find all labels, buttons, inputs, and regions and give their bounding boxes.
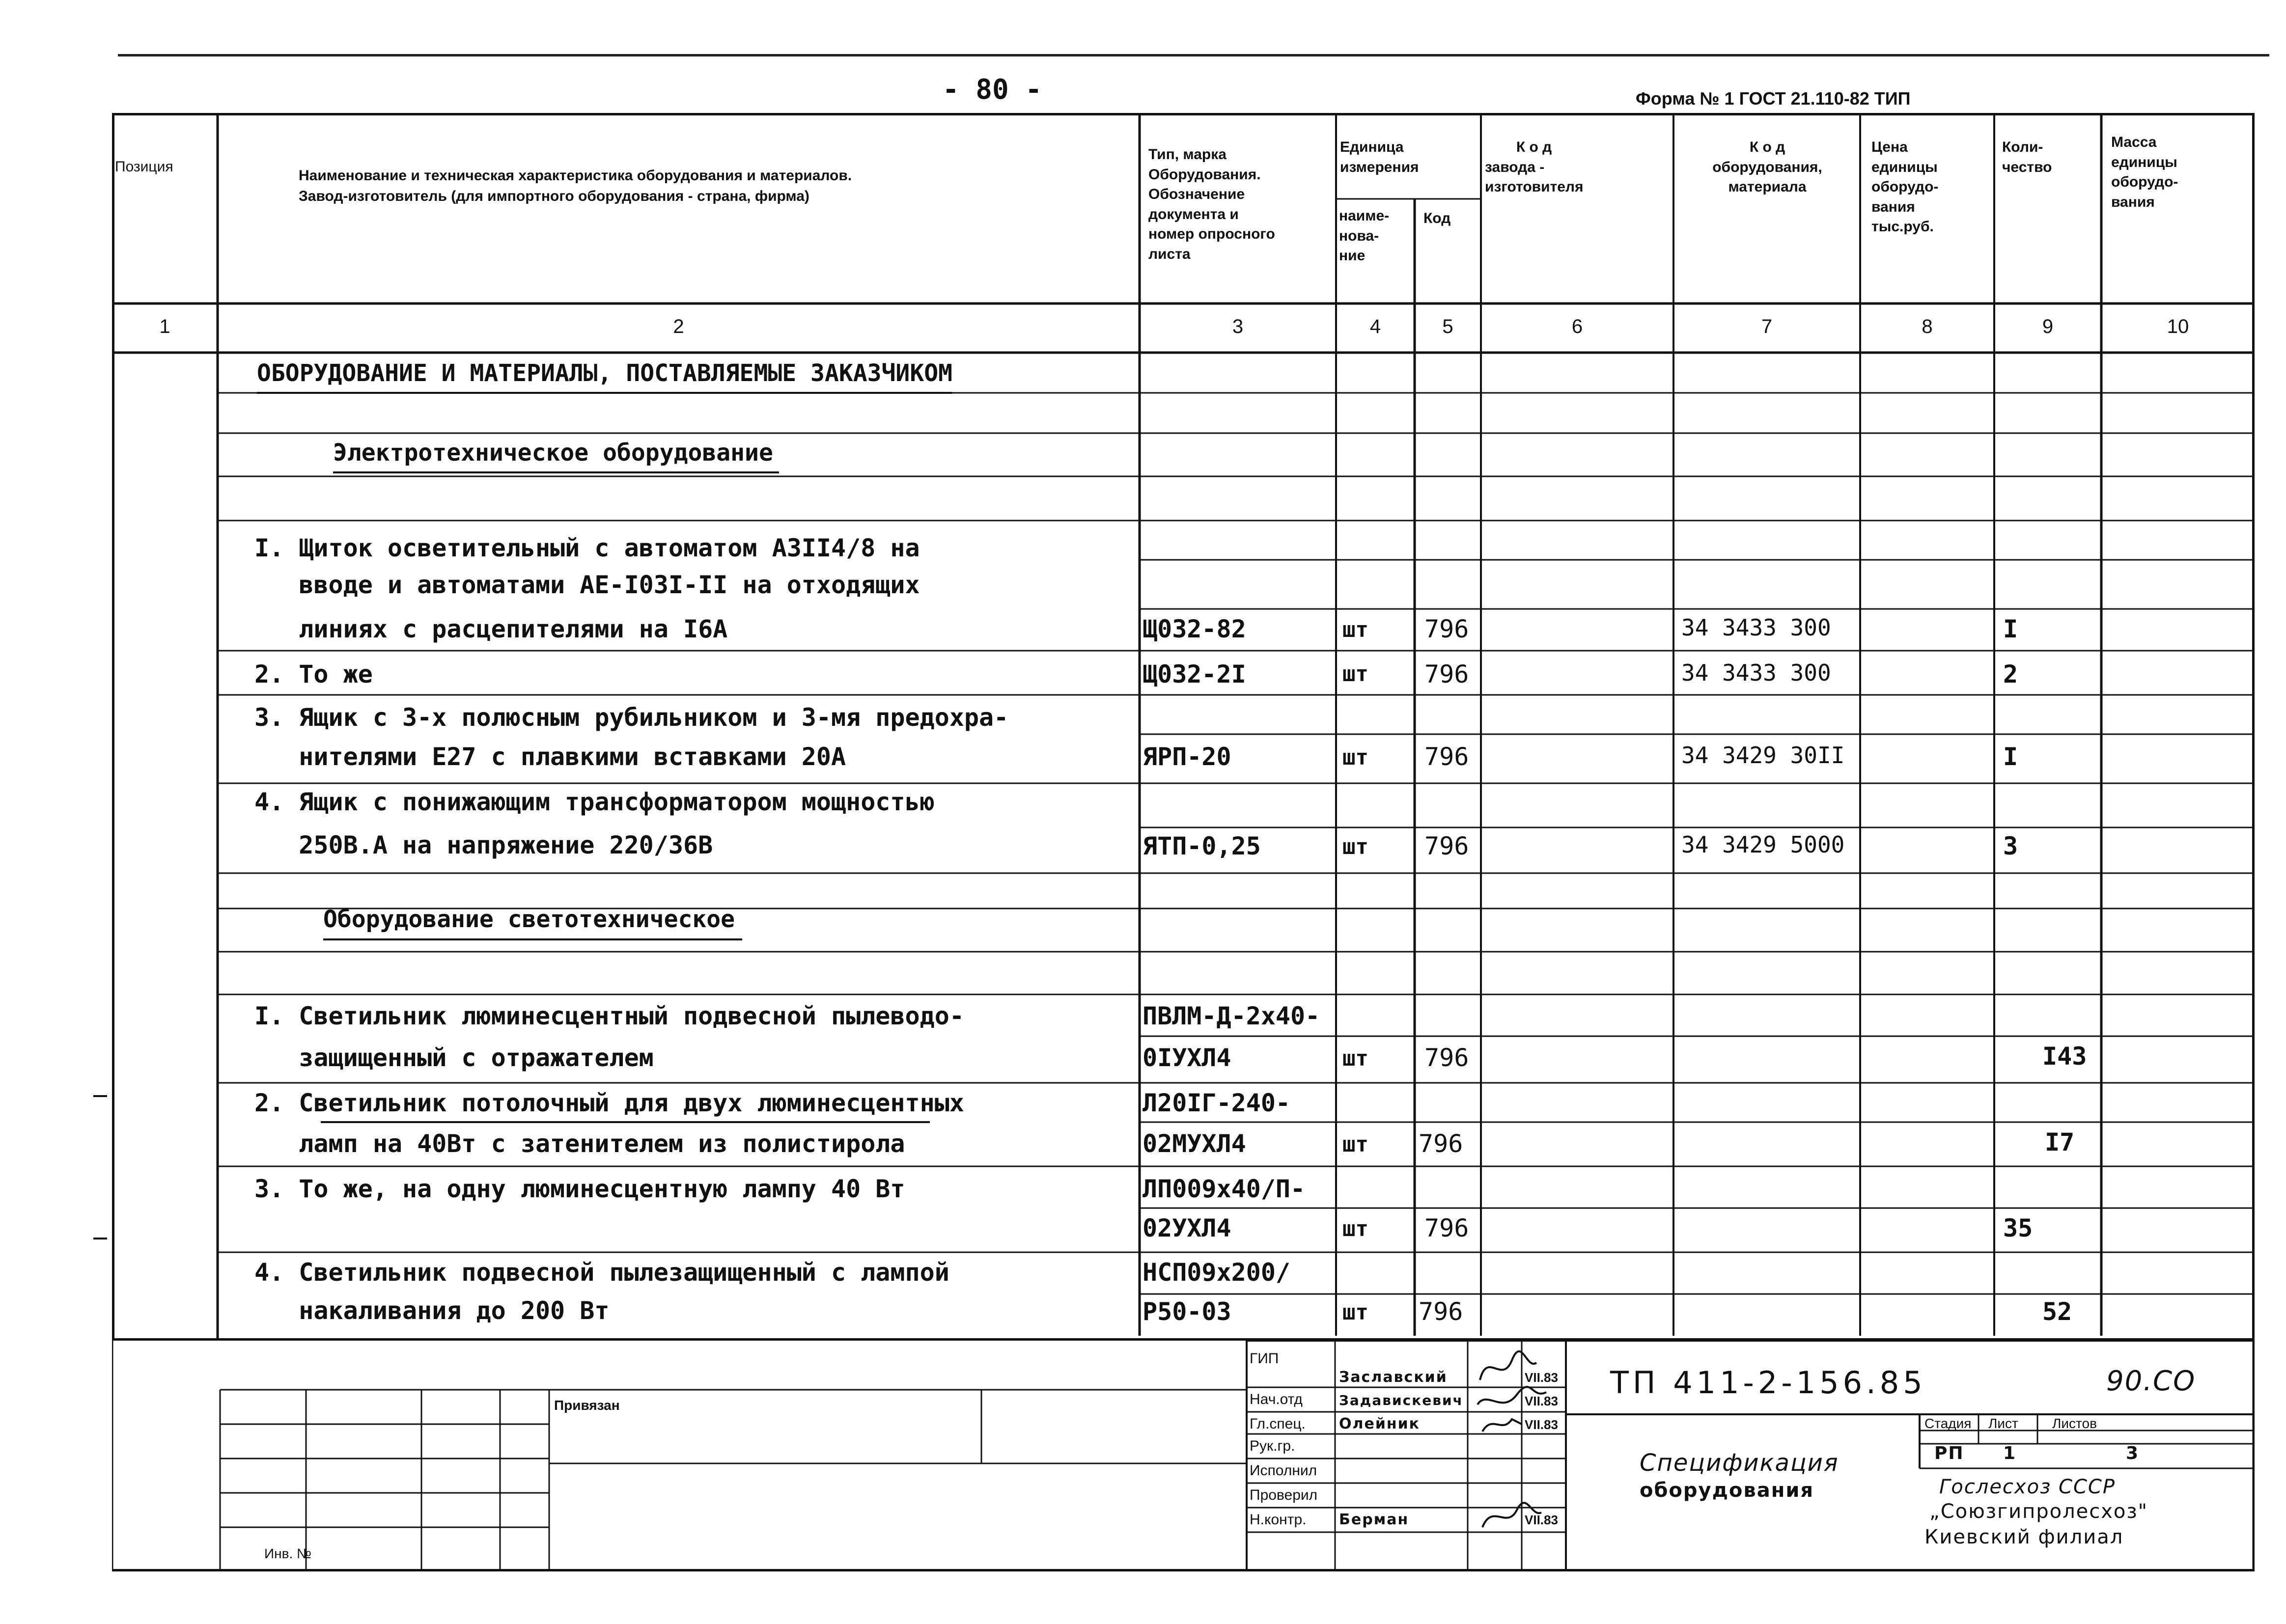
header-name-line1: Наименование и техническая характеристика оборудования и материалов. [299,167,852,184]
header-price-line: оборудо- [1871,179,1939,195]
stamp-role: Проверил [1250,1487,1318,1503]
header-unit-line: измерения [1340,159,1419,175]
sheet-label: Лист [1988,1416,2018,1431]
page-number: - 80 - [942,74,1042,106]
item-material-code: 34 3429 5000 [1681,831,1845,858]
title-block [112,1341,2255,1571]
header-type-line: Тип, марка [1148,146,1227,163]
item-text: 3. То же, на одну люминесцентную лампу 40 Вт [254,1175,905,1203]
section-title: ОБОРУДОВАНИЕ И МАТЕРИАЛЫ, ПОСТАВЛЯЕМЫЕ ЗАКАЗЧИКОМ [257,359,953,387]
column-number: 4 [1369,316,1381,337]
column-number: 5 [1442,316,1453,337]
stamp-date: VII.83 [1525,1417,1558,1432]
header-factory-code-line: изготовителя [1485,179,1584,195]
item-unit-code: 796 [1419,1129,1463,1158]
item-unit-code: 796 [1424,832,1469,860]
header-mass [2111,133,2249,212]
inventory-number-label: Инв. № [264,1546,312,1561]
sheets-value: 3 [2126,1443,2140,1463]
item-text: 2. То же [254,660,373,688]
stamp-name: Берман [1339,1511,1409,1528]
organization-line3: Киевский филиал [1924,1526,2124,1548]
header-quantity [2002,138,2098,177]
subsection-title-light: Оборудование светотехническое [323,906,735,933]
item-text: вводе и автоматами АЕ-I03I-II на отходящих [254,571,920,599]
item-quantity: I [2003,615,2018,643]
project-designation: ТП 411-2-156.85 [1610,1365,1926,1401]
header-unit-line: Единица [1340,139,1404,155]
stamp-date: VII.83 [1525,1370,1558,1385]
item-type: ПВЛМ-Д-2х40- [1143,1002,1320,1030]
document-title-line2: оборудования [1640,1479,1814,1502]
specification-table [112,113,2255,1341]
header-unit-code: Код [1423,210,1451,226]
item-text: линиях с расцепителями на I6A [254,615,728,643]
column-number: 1 [159,316,170,337]
organization-line2: „Союзгипролесхоз" [1929,1500,2148,1523]
stamp-role: ГИП [1250,1350,1279,1367]
header-unit-group [1340,138,1478,177]
stamp-role: Рук.гр. [1250,1438,1295,1454]
header-material-code-line: К о д [1749,139,1785,155]
item-quantity: 3 [2003,832,2018,860]
header-quantity-line: Коли- [2002,139,2043,155]
header-quantity-line: чество [2002,159,2052,175]
item-quantity: I43 [2042,1042,2087,1071]
item-unit-code: 796 [1419,1297,1463,1326]
item-unit: шт [1342,834,1368,859]
item-unit: шт [1342,1046,1368,1071]
stamp-date: VII.83 [1525,1394,1558,1408]
subsection-title-electric: Электротехническое оборудование [333,439,773,467]
header-price-line: Цена [1871,139,1908,155]
item-text: 2. Светильник потолочный для двух люминесцентных [254,1089,964,1117]
stamp-name: Заславский [1339,1369,1448,1386]
item-material-code: 34 3429 30II [1681,742,1845,769]
stamp-role: Нач.отд [1250,1391,1303,1407]
item-type: Щ032-2I [1143,660,1246,688]
item-unit-code: 796 [1424,660,1469,688]
item-type: 02УХЛ4 [1143,1214,1231,1242]
stamp-name: Задавискевич [1339,1392,1463,1408]
header-factory-code [1485,138,1583,197]
header-factory-code-line: завода - [1485,159,1545,175]
header-type-line: документа и [1148,206,1239,222]
header-material-code-line: оборудования, [1712,159,1822,175]
column-number: 6 [1571,316,1583,337]
header-type-line: Оборудования. [1148,166,1261,183]
header-material-code-line: материала [1728,179,1807,195]
item-type: НСП09х200/ [1143,1258,1291,1287]
top-rule [118,54,2269,56]
item-text: 250В.А на напряжение 220/36В [254,831,713,859]
header-price [1871,138,1989,237]
stamp-role: Н.контр. [1250,1512,1307,1528]
header-type-line: Обозначение [1148,186,1245,202]
item-type: Р50-03 [1143,1297,1231,1326]
margin-mark [93,1238,107,1239]
item-unit: шт [1342,1132,1368,1157]
item-unit-code: 796 [1424,743,1469,771]
header-price-line: единицы [1871,159,1938,175]
item-text: накаливания до 200 Вт [254,1296,610,1325]
stage-label: Стадия [1924,1416,1972,1431]
stage-value: РП [1934,1443,1964,1463]
item-type: Л20IГ-240- [1143,1089,1291,1117]
item-type: Щ032-82 [1143,615,1246,643]
item-unit-code: 796 [1424,615,1469,643]
item-unit-code: 796 [1424,1044,1469,1072]
header-unit-name-line: нова- [1339,227,1379,244]
stamp-role: Гл.спец. [1250,1416,1306,1432]
item-type: 02МУХЛ4 [1143,1129,1246,1158]
item-unit: шт [1342,661,1368,687]
header-mass-line: единицы [2111,154,2177,170]
organization-line1: Гослесхоз СССР [1939,1476,2116,1498]
item-quantity: I [2003,743,2018,771]
header-type-line: номер опросного [1148,226,1275,242]
item-text: 3. Ящик с 3-х полюсным рубильником и 3-мя предохра- [254,703,1009,732]
header-mass-line: вания [2111,193,2155,210]
item-text: ламп на 40Вт с затенителем из полистирола [254,1129,905,1158]
header-price-line: тыс.руб. [1871,219,1934,235]
item-text: 4. Светильник подвесной пылезащищенный с лампой [254,1258,949,1287]
document-title-line1: Спецификация [1640,1449,1839,1477]
item-type: ЛП009х40/П- [1143,1175,1306,1203]
header-unit-name-line: ние [1339,248,1366,264]
header-type-line: листа [1148,246,1191,262]
item-unit: шт [1342,745,1368,770]
item-material-code: 34 3433 300 [1681,614,1831,641]
column-number: 8 [1922,316,1933,337]
header-name-line2: Завод-изготовитель (для импортного оборудования - страна, фирма) [299,188,809,204]
item-text: нителями Е27 с плавкими вставками 20А [254,743,846,771]
privyazan-label: Привязан [554,1398,620,1413]
margin-mark [93,1095,107,1097]
column-number: 2 [673,316,684,337]
header-unit-name [1339,206,1413,266]
item-material-code: 34 3433 300 [1681,660,1831,686]
item-quantity: 2 [2003,660,2018,688]
header-type [1148,145,1335,264]
item-unit: шт [1342,617,1368,642]
sheet-code: 90.СО [2106,1365,2196,1397]
item-unit-code: 796 [1424,1214,1469,1242]
item-unit: шт [1342,1300,1368,1325]
item-text: I. Щиток осветительный с автоматом АЗII4/8 на [254,534,920,562]
header-unit-name-line: наиме- [1339,208,1390,224]
item-quantity: 52 [2042,1297,2072,1326]
stamp-date: VII.83 [1525,1513,1558,1527]
header-position: Позиция [115,159,173,175]
column-number: 10 [2167,316,2189,337]
stamp-role: Исполнил [1250,1462,1317,1479]
column-number: 3 [1232,316,1244,337]
header-factory-code-line: К о д [1516,139,1552,155]
form-label: Форма № 1 ГОСТ 21.110-82 ТИП [1636,88,1911,109]
item-type: 0IУХЛ4 [1143,1044,1231,1072]
item-type: ЯТП-0,25 [1143,832,1261,860]
column-number: 7 [1761,316,1773,337]
item-quantity: I7 [2045,1128,2075,1156]
item-unit: шт [1342,1216,1368,1241]
header-price-line: вания [1871,198,1915,215]
sheets-label: Листов [2052,1416,2097,1431]
item-text: I. Светильник люминесцентный подвесной пылеводо- [254,1002,964,1030]
header-mass-line: оборудо- [2111,174,2178,190]
header-material-code [1679,138,1856,197]
column-number: 9 [2042,316,2054,337]
item-text: защищенный с отражателем [254,1044,654,1072]
item-text: 4. Ящик с понижающим трансформатором мощностью [254,788,935,816]
stamp-name: Олейник [1339,1415,1420,1432]
item-quantity: 35 [2003,1214,2033,1242]
header-mass-line: Масса [2111,134,2157,150]
sheet-value: 1 [2003,1443,2017,1463]
item-type: ЯРП-20 [1143,743,1231,771]
